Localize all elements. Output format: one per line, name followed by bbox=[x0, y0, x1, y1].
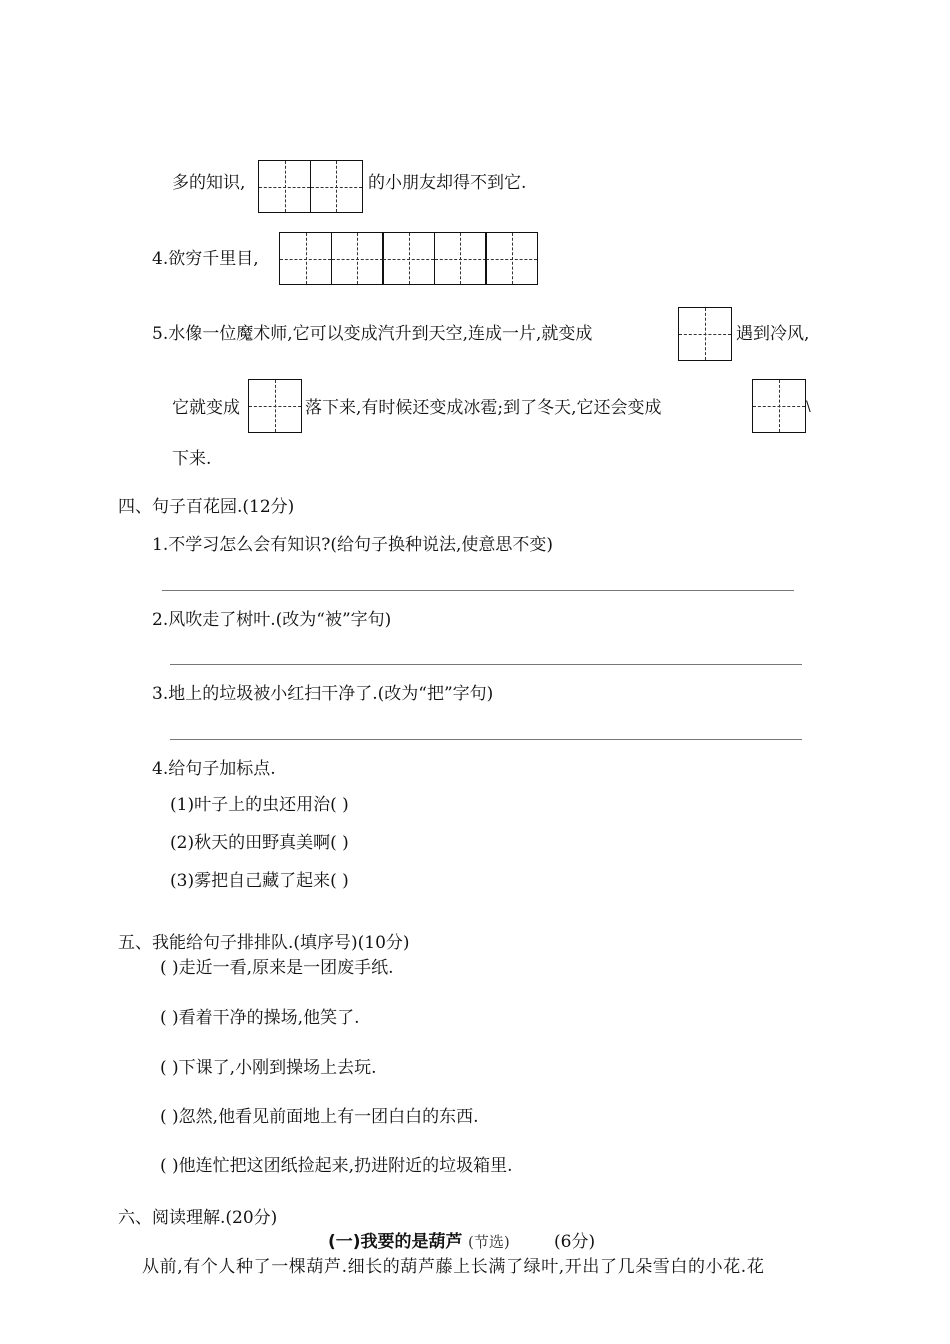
q5-line3: 下来. bbox=[172, 449, 212, 469]
passage-line: 从前,有个人种了一棵葫芦.细长的葫芦藤上长满了绿叶,开出了几朵雪白的小花.花 bbox=[142, 1257, 765, 1277]
q5-grid-3[interactable] bbox=[752, 379, 806, 433]
s4-q4-item[interactable]: (3)雾把自己藏了起来( ) bbox=[170, 871, 349, 891]
s5-item[interactable]: ( )他连忙把这团纸捡起来,扔进附近的垃圾箱里. bbox=[160, 1156, 513, 1176]
s4-q4-item[interactable]: (1)叶子上的虫还用治( ) bbox=[170, 795, 349, 815]
s4-q1-answer-line[interactable] bbox=[162, 590, 794, 591]
s5-item[interactable]: ( )忽然,他看见前面地上有一团白白的东西. bbox=[160, 1107, 479, 1127]
grid-cell[interactable] bbox=[752, 379, 806, 433]
s5-item[interactable]: ( )看着干净的操场,他笑了. bbox=[160, 1008, 360, 1028]
section6-title: 六、阅读理解.(20分) bbox=[118, 1208, 278, 1228]
s4-q2: 2.风吹走了树叶.(改为“被”字句) bbox=[152, 610, 392, 630]
q5-line1-suffix: 遇到冷风, bbox=[736, 324, 810, 344]
s5-item[interactable]: ( )下课了,小刚到操场上去玩. bbox=[160, 1058, 377, 1078]
q5-line2-tail: \ bbox=[806, 399, 811, 415]
grid-cell[interactable] bbox=[434, 232, 487, 285]
q4-writing-grid[interactable] bbox=[279, 232, 538, 285]
s4-q2-answer-line[interactable] bbox=[170, 664, 802, 665]
q5-grid-1[interactable] bbox=[678, 307, 732, 361]
passage-title: (一)我要的是葫芦 bbox=[328, 1232, 463, 1252]
s4-q4: 4.给句子加标点. bbox=[152, 759, 276, 779]
grid-cell[interactable] bbox=[331, 232, 384, 285]
passage-note: (节选) bbox=[468, 1233, 510, 1251]
s4-q3-answer-line[interactable] bbox=[170, 739, 802, 740]
s5-item[interactable]: ( )走近一看,原来是一团废手纸. bbox=[160, 958, 394, 978]
q3-suffix: 的小朋友却得不到它. bbox=[368, 173, 527, 193]
passage-score: (6分) bbox=[554, 1232, 596, 1252]
q3-prefix: 多的知识, bbox=[172, 173, 246, 193]
q5-line1-prefix: 5.水像一位魔术师,它可以变成汽升到天空,连成一片,就变成 bbox=[152, 324, 593, 344]
q3-writing-grid[interactable] bbox=[258, 160, 363, 213]
grid-cell[interactable] bbox=[310, 160, 363, 213]
grid-cell[interactable] bbox=[485, 232, 538, 285]
s4-q1: 1.不学习怎么会有知识?(给句子换种说法,使意思不变) bbox=[152, 535, 554, 555]
grid-cell[interactable] bbox=[248, 379, 302, 433]
section4-title: 四、句子百花园.(12分) bbox=[118, 497, 295, 517]
q5-grid-2[interactable] bbox=[248, 379, 302, 433]
grid-cell[interactable] bbox=[382, 232, 435, 285]
s4-q4-item[interactable]: (2)秋天的田野真美啊( ) bbox=[170, 833, 349, 853]
section5-title: 五、我能给句子排排队.(填序号)(10分) bbox=[118, 933, 410, 953]
grid-cell[interactable] bbox=[258, 160, 311, 213]
grid-cell[interactable] bbox=[678, 307, 732, 361]
q5-line2-prefix: 它就变成 bbox=[172, 398, 240, 418]
s4-q3: 3.地上的垃圾被小红扫干净了.(改为“把”字句) bbox=[152, 684, 494, 704]
q4-prefix: 4.欲穷千里目, bbox=[152, 249, 259, 269]
grid-cell[interactable] bbox=[279, 232, 332, 285]
q5-line2-mid: 落下来,有时候还变成冰雹;到了冬天,它还会变成 bbox=[305, 398, 662, 418]
